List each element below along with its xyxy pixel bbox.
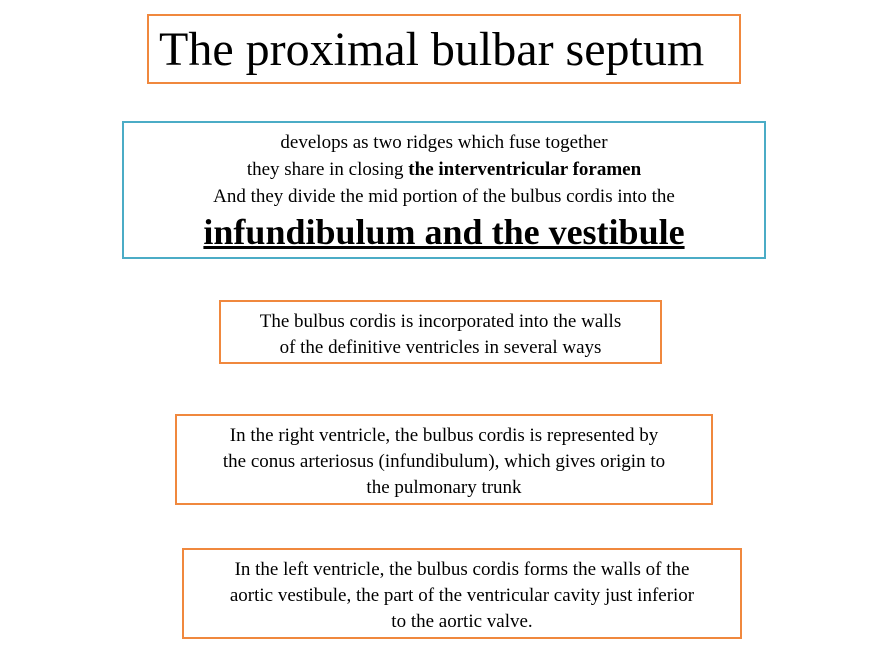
right-ventricle-text — [177, 423, 711, 501]
septum-line-2-text: they share in closing — [246, 159, 409, 180]
right-ventricle-box — [175, 414, 713, 505]
incorporation-line-1: The bulbus cordis is incorporated into the walls — [259, 311, 622, 332]
incorporation-text — [221, 309, 660, 361]
left-ventricle-text — [184, 557, 740, 635]
septum-line-2-bold: the interventricular foramen — [408, 159, 642, 180]
incorporation-box — [219, 300, 662, 364]
left-ventricle-line-3: to the aortic valve. — [391, 611, 533, 632]
incorporation-line-2: of the definitive ventricles in several ways — [279, 337, 602, 358]
left-ventricle-line-1: In the left ventricle, the bulbus cordis forms the walls of the — [234, 559, 690, 580]
left-ventricle-line-2: aortic vestibule, the part of the ventricular cavity just inferior — [229, 585, 695, 606]
right-ventricle-line-3: the pulmonary trunk — [366, 477, 522, 498]
right-ventricle-line-1: In the right ventricle, the bulbus cordis is represented by — [229, 425, 659, 446]
right-ventricle-line-2: the conus arteriosus (infundibulum), which gives origin to — [222, 451, 666, 472]
septum-description-box — [122, 121, 766, 259]
left-ventricle-box — [182, 548, 742, 639]
slide-title: The proximal bulbar septum — [159, 23, 705, 76]
septum-emphasis: infundibulum and the vestibule — [203, 212, 685, 252]
septum-line-1: develops as two ridges which fuse together — [280, 132, 608, 153]
title-box — [147, 14, 741, 84]
septum-line-2 — [124, 156, 764, 183]
septum-line-3: And they divide the mid portion of the bulbus cordis into the — [213, 186, 675, 207]
